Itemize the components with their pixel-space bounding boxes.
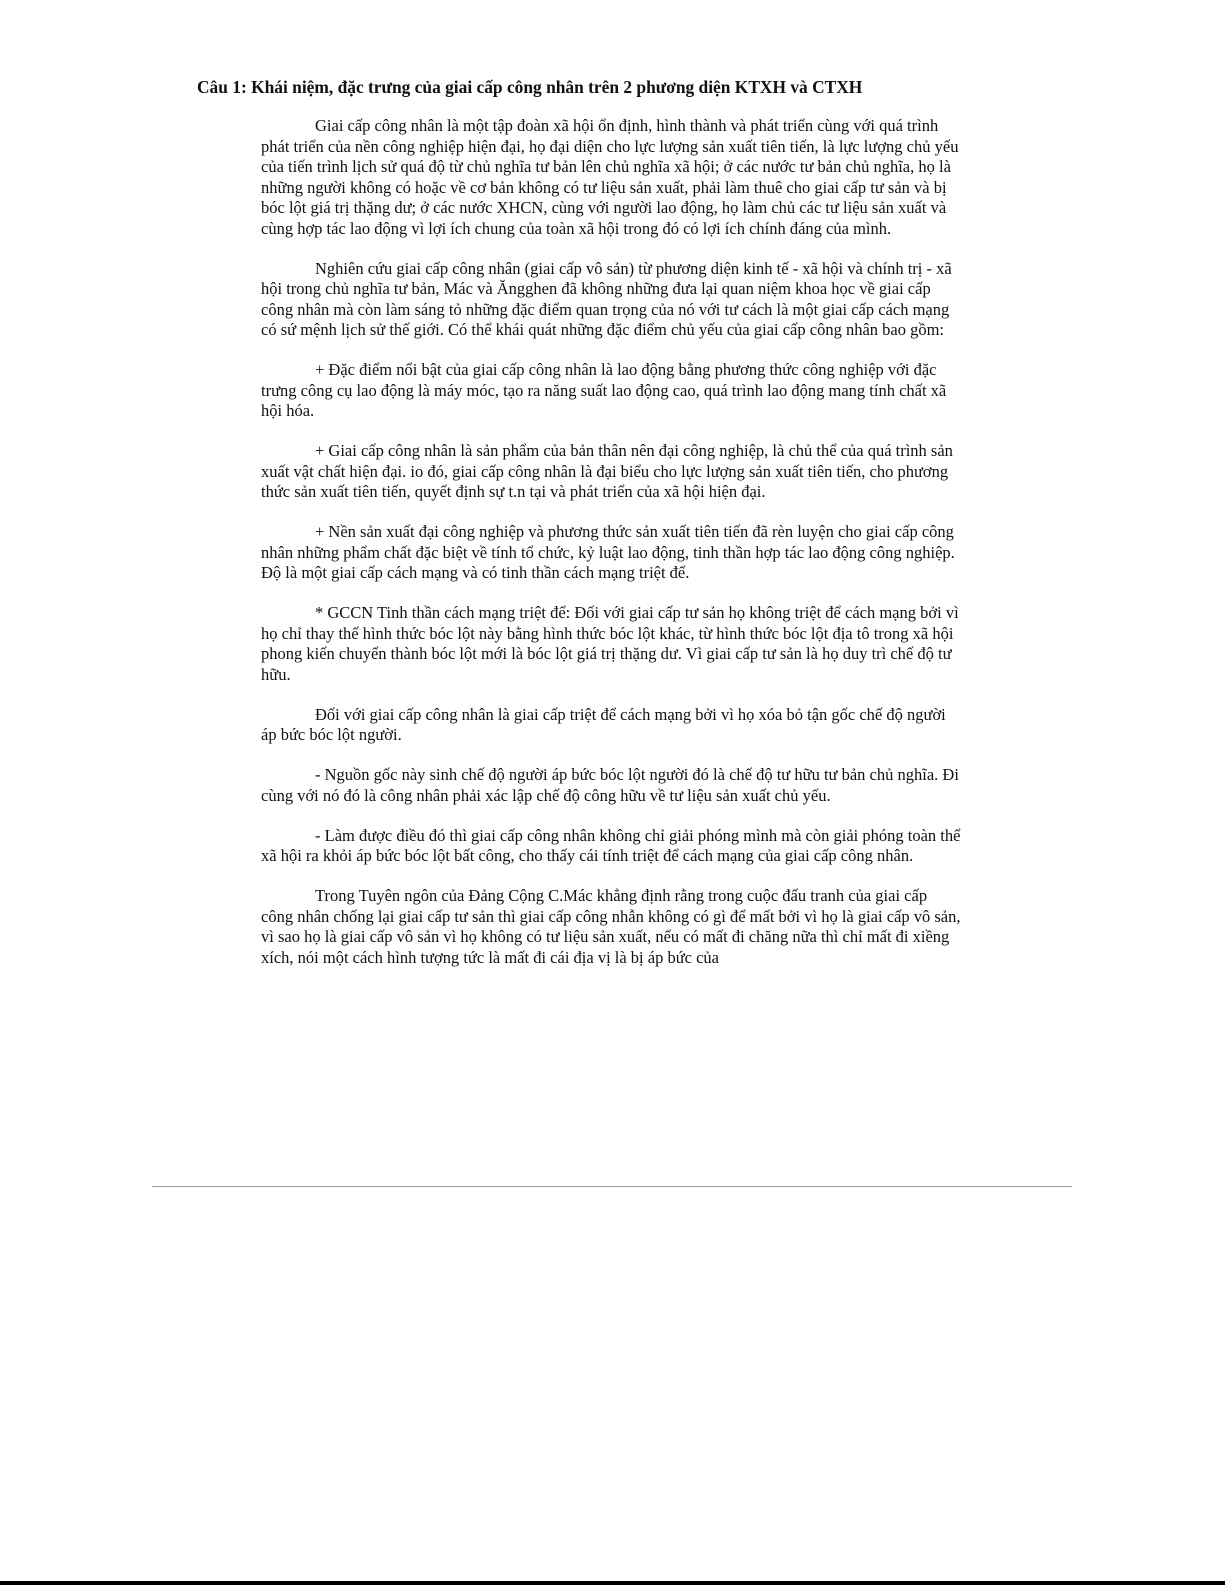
- paragraph-manifesto: Trong Tuyên ngôn của Đảng Cộng C.Mác khẳng định rằng trong cuộc đấu tranh của giai cấp công nhân chống lại giai cấp tư sản thì giai cấp công nhẫn không có gì để mất bởi vì họ là giai cấp vô sản, vì sao họ là giai cấp vô sản vì họ không có tư liệu sản xuất, nếu có mất đi chăng nữa thì chỉ mất đi xiềng xích, nói một cách hình tượng tức là mất đi cái địa vị là bị áp bức của: [261, 886, 961, 967]
- paragraph-industrial-labor: + Đặc điểm nổi bật của giai cấp công nhân là lao động bằng phương thức công nghiệp với đặc trưng công cụ lao động là máy móc, tạo ra năng suất lao động cao, quá trình lao động mang tính chất xã hội hóa.: [261, 360, 947, 420]
- document-body: [261, 116, 963, 988]
- page-divider: [152, 1186, 1072, 1187]
- page-title: Câu 1: Khái niệm, đặc trưng của giai cấp công nhân trên 2 phương diện KTXH và CTXH: [197, 77, 863, 97]
- paragraph-revolutionary-spirit: * GCCN Tinh thần cách mạng triệt để: Đối với giai cấp tư sản họ không triệt để cách mạng bởi vì họ chỉ thay thế hình thức bóc lột này bằng hình thức bóc lột khác, từ hình thức bóc lột địa tô trong xã hội phong kiến chuyển thành bóc lột mới là bóc lột giá trị thặng dư. Vì giai cấp tư sản là họ duy trì chế độ tư hữu.: [261, 603, 959, 684]
- paragraph-discipline: + Nền sản xuất đại công nghiệp và phương thức sản xuất tiên tiến đã rèn luyện cho giai cấp công nhân những phẩm chất đặc biệt về tính tổ chức, kỷ luật lao động, tinh thần hợp tác lao động công nghiệp. Độ là một giai cấp cách mạng và có tinh thần cách mạng triệt để.: [261, 522, 955, 582]
- paragraph-liberation: - Làm được điều đó thì giai cấp công nhân không chỉ giải phóng mình mà còn giải phóng toàn thể xã hội ra khỏi áp bức bóc lột bất công, cho thấy cái tính triệt để cách mạng của giai cấp công nhân.: [261, 825, 961, 865]
- paragraph-marx-engels: Nghiên cứu giai cấp công nhân (giai cấp vô sản) từ phương diện kinh tế - xã hội và chính trị - xã hội trong chủ nghĩa tư bản, Mác và Ăngghen đã không những đưa lại quan niệm khoa học về giai cấp công nhân mà còn làm sáng tỏ những đặc điểm quan trọng của nó với tư cách là một giai cấp cách mạng có sứ mệnh lịch sử thế giới. Có thể khái quát những đặc điểm chủ yếu của giai cấp công nhân bao gồm:: [261, 258, 952, 339]
- bottom-edge-bar: [0, 1581, 1225, 1585]
- paragraph-origin: - Nguồn gốc này sinh chế độ người áp bức bóc lột người đó là chế độ tư hữu tư bản chủ nghĩa. Đi cùng với nó đó là công nhân phải xác lập chế độ công hữu về tư liệu sản xuất chủ yếu.: [261, 765, 959, 805]
- paragraph-product-of-industry: + Giai cấp công nhân là sản phẩm của bản thân nên đại công nghiệp, là chủ thể của quá trình sản xuất vật chất hiện đại. io đó, giai cấp công nhân là đại biểu cho lực lượng sản xuất tiên tiến, cho phương thức sản xuất tiên tiến, quyết định sự t.n tại và phát triển của xã hội hiện đại.: [261, 441, 953, 501]
- paragraph-definition: Giai cấp công nhân là một tập đoàn xã hội ổn định, hình thành và phát triển cùng với quá trình phát triển của nền công nghiệp hiện đại, họ đại diện cho lực lượng sản xuất tiên tiến, là lực lượng chủ yếu của tiến trình lịch sử quá độ từ chủ nghĩa tư bản lên chủ nghĩa xã hội; ở các nước tư bản chủ nghĩa, họ là những người không có hoặc về cơ bản không có tư liệu sản xuất, phải làm thuê cho giai cấp tư sản và bị bóc lột giá trị thặng dư; ở các nước XHCN, cùng với người lao động, họ làm chủ các tư liệu sản xuất và cùng hợp tác lao động vì lợi ích chung của toàn xã hội trong đó có lợi ích chính đáng của mình.: [261, 116, 959, 238]
- paragraph-thorough-revolution: Đối với giai cấp công nhân là giai cấp triệt để cách mạng bởi vì họ xóa bỏ tận gốc chế độ người áp bức bóc lột người.: [261, 704, 946, 744]
